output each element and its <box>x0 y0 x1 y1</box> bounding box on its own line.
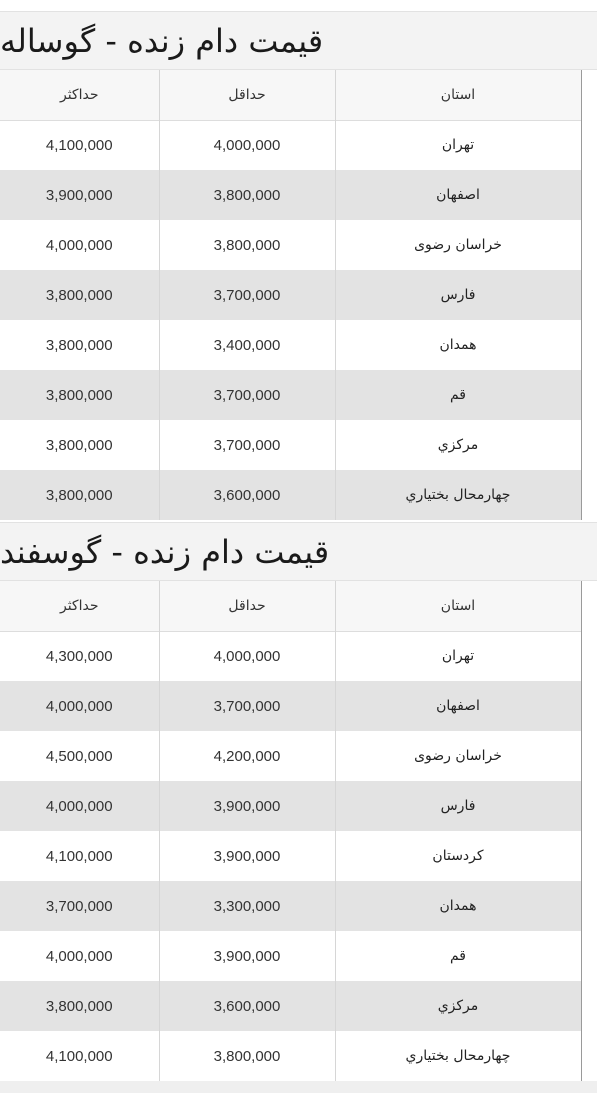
sheep-cell-max: 3,800,000 <box>0 981 159 1031</box>
calf-cell-province: قم <box>335 370 581 420</box>
calf-cell-province: همدان <box>335 320 581 370</box>
sheep-price-table <box>0 581 582 1081</box>
calf-cell-max: 4,000,000 <box>0 220 159 270</box>
sheep-cell-province: فارس <box>335 781 581 831</box>
sheep-cell-province: اصفهان <box>335 681 581 731</box>
calf-table-row <box>0 370 581 420</box>
calf-table-header-row <box>0 70 581 120</box>
calf-cell-max: 4,100,000 <box>0 120 159 170</box>
calf-table-row <box>0 120 581 170</box>
sheep-table-row <box>0 981 581 1031</box>
sheep-cell-min: 4,200,000 <box>159 731 335 781</box>
calf-section-title <box>0 11 597 70</box>
sheep-table-row <box>0 731 581 781</box>
sheep-cell-min: 4,000,000 <box>159 631 335 681</box>
calf-cell-max: 3,800,000 <box>0 420 159 470</box>
sheep-header-min: حداقل <box>159 581 335 631</box>
calf-cell-province: مرکزي <box>335 420 581 470</box>
calf-header-min: حداقل <box>159 70 335 120</box>
sheep-table-row <box>0 831 581 881</box>
calf-cell-max: 3,800,000 <box>0 320 159 370</box>
sheep-cell-province: خراسان رضوی <box>335 731 581 781</box>
sheep-table-row <box>0 881 581 931</box>
sheep-table-row <box>0 931 581 981</box>
calf-cell-province: اصفهان <box>335 170 581 220</box>
calf-cell-max: 3,800,000 <box>0 270 159 320</box>
sheep-table-row <box>0 1031 581 1081</box>
calf-cell-province: تهران <box>335 120 581 170</box>
sheep-header-max: حداکثر <box>0 581 159 631</box>
calf-cell-max: 3,900,000 <box>0 170 159 220</box>
calf-cell-min: 3,600,000 <box>159 470 335 520</box>
calf-table-row <box>0 270 581 320</box>
sheep-table-header-row <box>0 581 581 631</box>
calf-header-province: استان <box>335 70 581 120</box>
sheep-cell-min: 3,700,000 <box>159 681 335 731</box>
calf-cell-max: 3,800,000 <box>0 470 159 520</box>
sheep-cell-min: 3,900,000 <box>159 831 335 881</box>
sheep-cell-province: قم <box>335 931 581 981</box>
calf-table-row <box>0 470 581 520</box>
sheep-table-row <box>0 681 581 731</box>
sheep-title: قیمت دام زنده - گوسفند <box>0 532 330 571</box>
calf-cell-max: 3,800,000 <box>0 370 159 420</box>
sheep-header-province: استان <box>335 581 581 631</box>
calf-cell-min: 3,800,000 <box>159 220 335 270</box>
calf-cell-min: 3,700,000 <box>159 270 335 320</box>
calf-cell-min: 3,700,000 <box>159 370 335 420</box>
sheep-cell-province: مرکزي <box>335 981 581 1031</box>
sheep-cell-province: تهران <box>335 631 581 681</box>
sheep-table-body <box>0 631 581 1081</box>
calf-header-max: حداکثر <box>0 70 159 120</box>
calf-table-row <box>0 420 581 470</box>
sheep-cell-province: کردستان <box>335 831 581 881</box>
calf-cell-min: 3,700,000 <box>159 420 335 470</box>
calf-cell-min: 4,000,000 <box>159 120 335 170</box>
sheep-section-title <box>0 522 597 581</box>
sheep-cell-min: 3,800,000 <box>159 1031 335 1081</box>
sheep-cell-min: 3,900,000 <box>159 931 335 981</box>
sheep-table-row <box>0 631 581 681</box>
calf-cell-min: 3,400,000 <box>159 320 335 370</box>
sheep-cell-min: 3,300,000 <box>159 881 335 931</box>
sheep-cell-max: 4,000,000 <box>0 681 159 731</box>
page <box>0 11 597 1098</box>
sheep-cell-max: 4,300,000 <box>0 631 159 681</box>
calf-table-row <box>0 170 581 220</box>
calf-table-row <box>0 320 581 370</box>
calf-price-table <box>0 70 582 520</box>
calf-table-body <box>0 120 581 520</box>
bottom-strip <box>0 1081 597 1093</box>
sheep-cell-min: 3,600,000 <box>159 981 335 1031</box>
sheep-cell-max: 4,000,000 <box>0 931 159 981</box>
sheep-cell-max: 4,000,000 <box>0 781 159 831</box>
calf-cell-province: خراسان رضوی <box>335 220 581 270</box>
calf-cell-province: چهارمحال بختياري <box>335 470 581 520</box>
sheep-cell-min: 3,900,000 <box>159 781 335 831</box>
sheep-cell-max: 3,700,000 <box>0 881 159 931</box>
sheep-cell-province: چهارمحال بختياري <box>335 1031 581 1081</box>
sheep-cell-max: 4,100,000 <box>0 1031 159 1081</box>
sheep-cell-max: 4,100,000 <box>0 831 159 881</box>
sheep-cell-max: 4,500,000 <box>0 731 159 781</box>
calf-title: قیمت دام زنده - گوساله <box>0 21 324 60</box>
calf-table-row <box>0 220 581 270</box>
sheep-table-row <box>0 781 581 831</box>
calf-cell-min: 3,800,000 <box>159 170 335 220</box>
calf-cell-province: فارس <box>335 270 581 320</box>
sheep-cell-province: همدان <box>335 881 581 931</box>
